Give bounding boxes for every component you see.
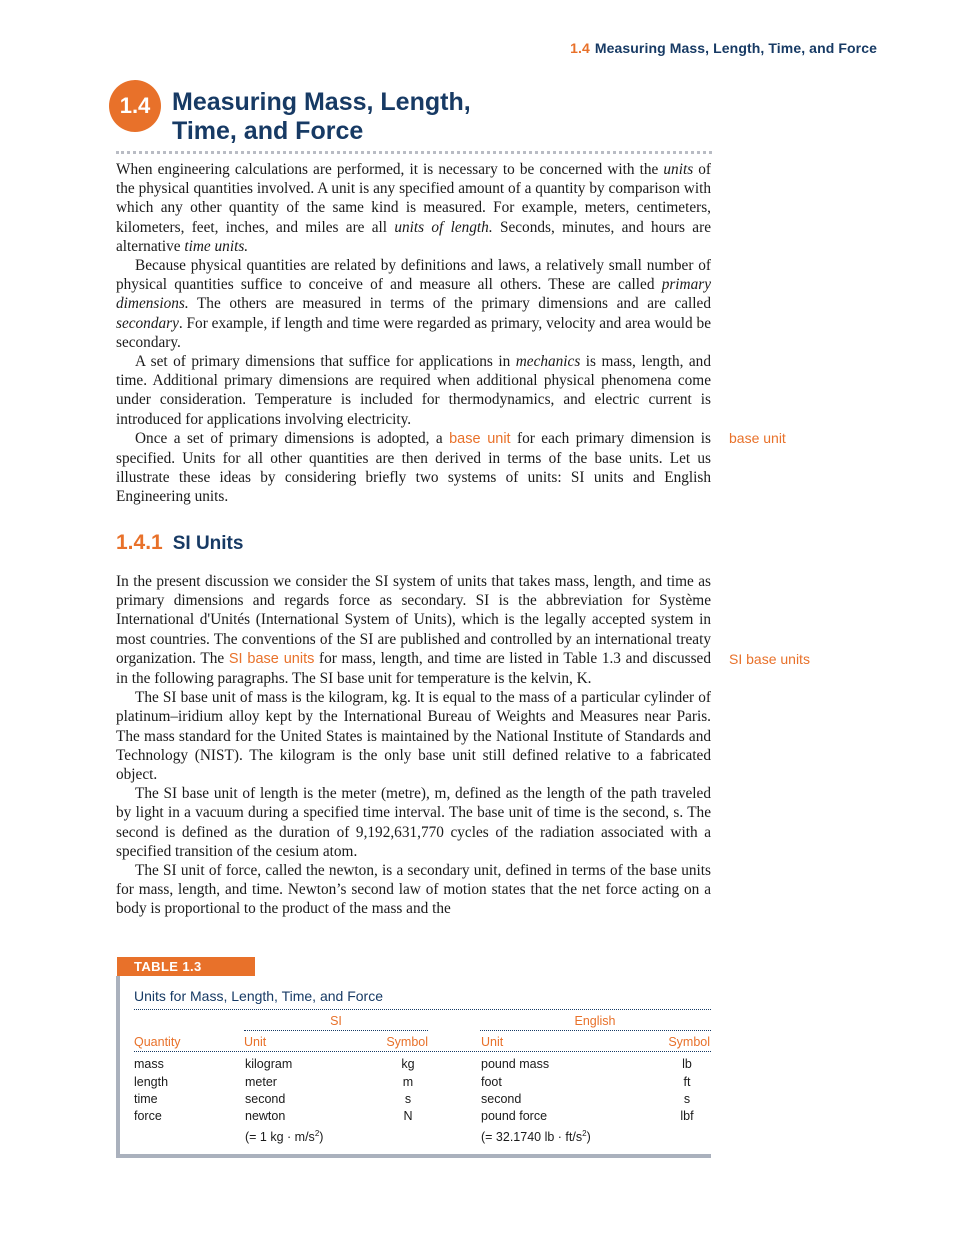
table-note-pound-force: (= 32.1740 lb · $ft/s^2$) <box>481 1129 591 1145</box>
table-cell-quantity: length <box>134 1075 169 1089</box>
paragraph: The SI base unit of mass is the kilogram, kg. It is equal to the mass of a particular cylinder of platinum–iridium alloy kept by the International Bureau of Weights and Measures near Paris. The mass standard for the United States is maintained by the National Institute of Standards and Technology (NIST). The kilogram is the only base unit still defined relative to a fabricated object. <box>116 689 711 784</box>
table-cell-english-unit: second <box>481 1092 522 1106</box>
table-rule-si-group <box>244 1030 428 1031</box>
table-cell-english-symbol: s <box>683 1092 691 1106</box>
paragraph: The SI unit of force, called the newton, is a secondary unit, defined in terms of the base units for mass, length, and time. Newton’s second law of motion states that the net force acting on a body is proportional to the product of the mass and the <box>116 862 711 918</box>
subsection-number: 1.4.1 <box>116 531 163 554</box>
table-cell-quantity: mass <box>134 1057 164 1071</box>
si-units-text <box>116 572 711 919</box>
table-cell-si-symbol: s <box>404 1092 412 1106</box>
table-cell-english-symbol: lbf <box>680 1109 694 1123</box>
table-rule-english-group <box>480 1030 711 1031</box>
paragraph: When engineering calculations are performed, it is necessary to be concerned with the units of the physical quantities involved. A unit is any specified amount of a quantity by comparison with which any other quantity of the same kind is measured. For example, meters, centimeters, kilometers, feet, inches, and miles are all units of length. Seconds, minutes, and hours are alternative time units. <box>116 161 711 255</box>
table-rule-top <box>134 1009 711 1010</box>
table-cell-si-symbol: kg <box>401 1057 415 1071</box>
section-title-line-2: Time, and Force <box>172 117 364 145</box>
running-head <box>570 40 877 56</box>
table-cell-english-unit: pound mass <box>481 1057 550 1071</box>
table-cell-quantity: time <box>134 1092 158 1106</box>
table-cell-si-unit: meter <box>245 1075 277 1089</box>
paragraph: Because physical quantities are related by definitions and laws, a relatively small number of physical quantities suffice to conceive of and measure all others. These are called primary dimensions. The others are measured in terms of the primary dimensions and are called secondary. For example, if length and time were regarded as primary, velocity and area would be secondary. <box>116 257 711 351</box>
table-cell-si-unit: newton <box>245 1109 286 1123</box>
paragraph: In the present discussion we consider the SI system of units that takes mass, length, and time as primary dimensions and regards force as secondary. SI is the abbreviation for Système International d'Unités (International System of Units), which is the legally accepted system in most countries. The conventions of the SI are published and controlled by an international treaty organization. The SI base units for mass, length, and time are listed in Table 1.3 and discussed in the following paragraphs. The SI base unit for temperature is the kelvin, K. <box>116 573 711 688</box>
section-divider <box>116 151 712 154</box>
running-head-number: 1.4 <box>570 40 590 56</box>
table-header-english-symbol: Symbol <box>668 1035 710 1049</box>
paragraph: The SI base unit of length is the meter (metre), m, defined as the length of the path traveled by light in a vacuum during a specified time interval. The base unit of time is the second, s. The second is defined as the duration of 9,192,631,770 cycles of the radiation associated with a specified transition of the cesium atom. <box>116 785 711 860</box>
key-term-base-unit: base unit <box>449 430 511 447</box>
table-cell-quantity: force <box>134 1109 162 1123</box>
subsection-heading <box>116 531 243 555</box>
section-title <box>172 88 592 146</box>
paragraph: A set of primary dimensions that suffice for applications in mechanics is mass, length, and time. Additional primary dimensions are required when additional physical phenomena come under consideration. Temperature is included for thermodynamics, and electric current is introduced for applications involving electricity. <box>116 353 711 428</box>
table-cell-si-symbol: N <box>403 1109 413 1123</box>
table-cell-english-unit: pound force <box>481 1109 548 1123</box>
table-cell-english-unit: foot <box>481 1075 502 1089</box>
key-term-si-base-units: SI base units <box>228 650 315 667</box>
table-cell-si-unit: second <box>245 1092 286 1106</box>
table-caption: Units for Mass, Length, Time, and Force <box>134 988 383 1004</box>
table-header-si-unit: Unit <box>244 1035 267 1049</box>
intro-text <box>116 160 711 507</box>
table-label: TABLE 1.3 <box>117 957 255 976</box>
table-cell-si-symbol: m <box>402 1075 414 1089</box>
table-header-quantity: Quantity <box>134 1035 181 1049</box>
subsection-title: SI Units <box>172 533 244 554</box>
margin-note-si-base-units: SI base units <box>729 651 810 667</box>
table-group-english: English <box>574 1014 616 1028</box>
table-group-si: SI <box>330 1014 342 1028</box>
paragraph: Once a set of primary dimensions is adopted, a base unit for each primary dimension is specified. Units for all other quantities are then derived in terms of the base units. Let us illustrate these ideas by considering briefly two systems of units: SI units and English Engineering units. <box>116 429 711 506</box>
section-number-badge: 1.4 <box>109 80 161 132</box>
table-cell-si-unit: kilogram <box>245 1057 293 1071</box>
table-cell-english-symbol: ft <box>683 1075 691 1089</box>
table-cell-english-symbol: lb <box>682 1057 692 1071</box>
running-head-title: Measuring Mass, Length, Time, and Force <box>594 40 877 56</box>
table-rule-header <box>134 1051 711 1052</box>
table-header-english-unit: Unit <box>481 1035 504 1049</box>
table-header-si-symbol: Symbol <box>386 1035 428 1049</box>
section-title-line-1: Measuring Mass, Length, <box>172 88 471 116</box>
table-note-newton: (= 1 kg · $m/s^2$) <box>245 1129 324 1145</box>
margin-note-base-unit: base unit <box>729 430 786 446</box>
